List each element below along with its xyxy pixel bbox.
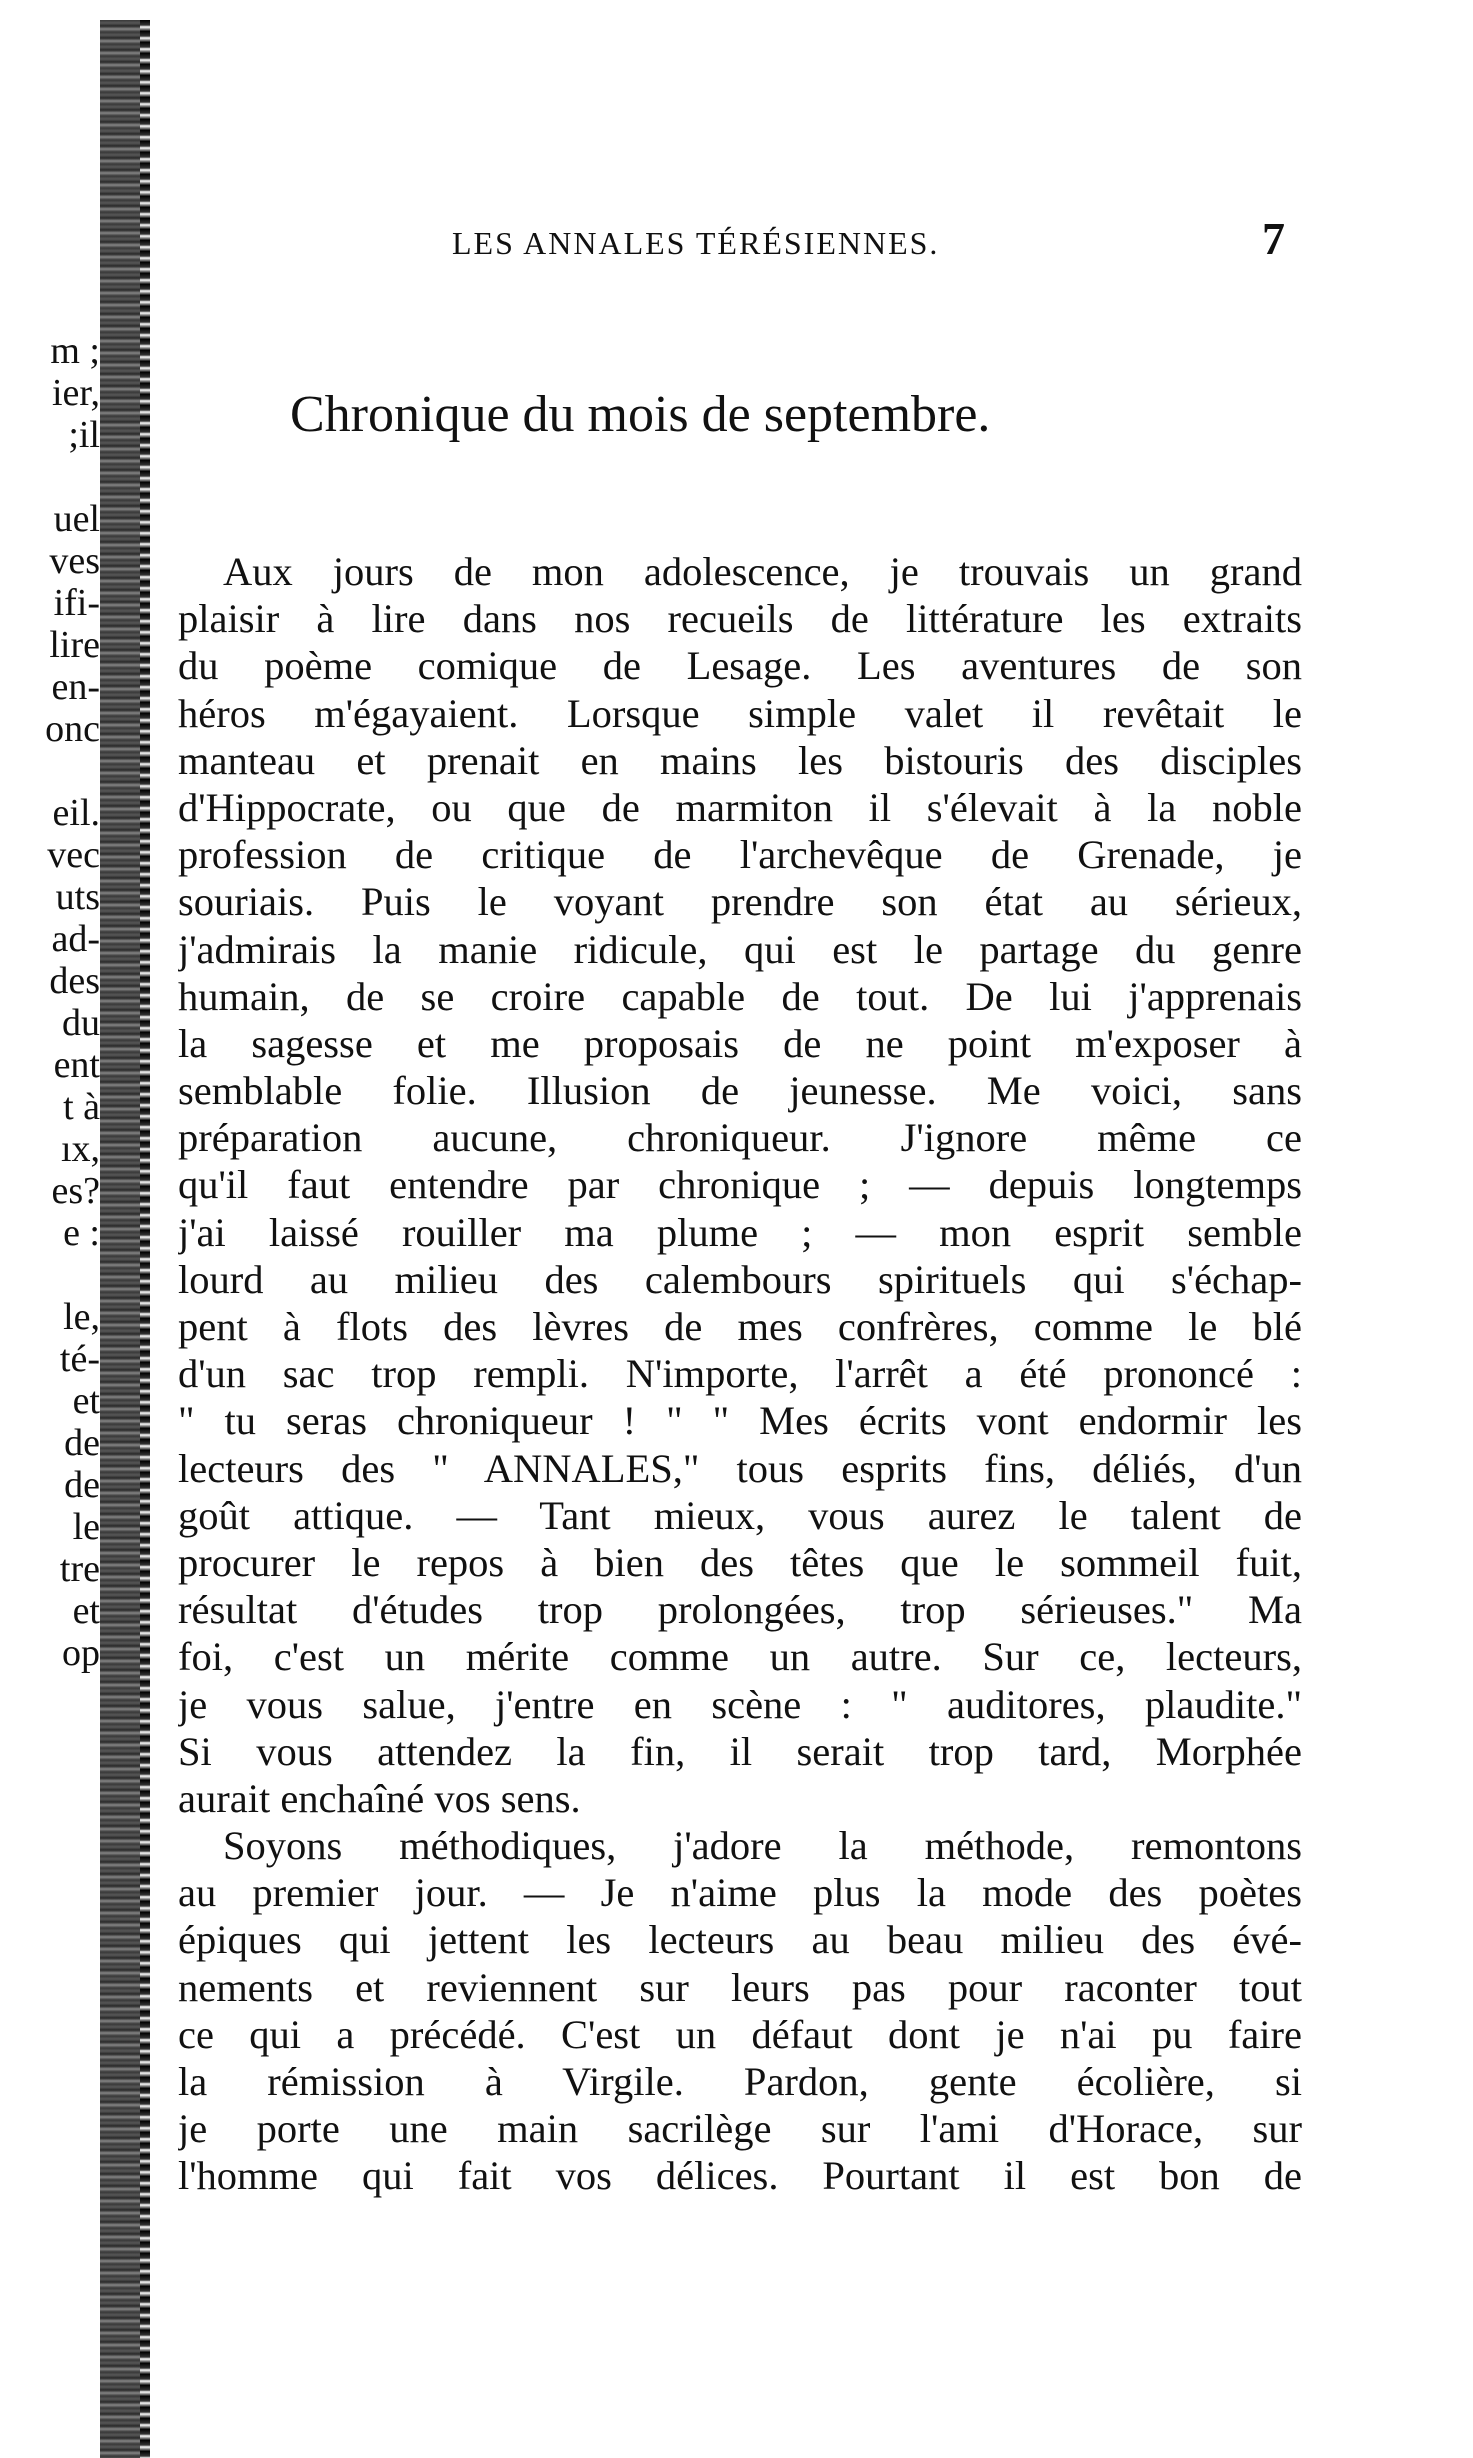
text-line: plaisir à lire dans nos recueils de littérature les extraits (178, 596, 1302, 642)
fragment-line: onc (45, 708, 100, 750)
fragment-line: en- (51, 666, 100, 708)
running-head: LES ANNALES TÉRÉSIENNES. (452, 225, 940, 261)
fragment-line: le (72, 1506, 100, 1548)
text-line: j'admirais la manie ridicule, qui est le partage du genre (178, 926, 1302, 972)
body-text (178, 548, 1302, 2200)
fragment-line: et (72, 1590, 100, 1632)
text-line: humain, de se croire capable de tout. De lui j'apprenais (178, 973, 1302, 1019)
text-line: semblable folie. Illusion de jeunesse. Me voici, sans (178, 1068, 1302, 1114)
text-line: Aux jours de mon adolescence, je trouvais un grand (223, 549, 1302, 594)
fragment-line: ıx, (60, 1128, 100, 1170)
text-line: l'homme qui fait vos délices. Pourtant il est bon de (178, 2153, 1302, 2199)
fragment-line: ier, (51, 372, 100, 414)
fragment-line: té- (59, 1338, 100, 1380)
fragment-line: lire (49, 624, 100, 666)
text-line: aurait enchaîné vos sens. (178, 1775, 581, 1821)
fragment-line: vec (47, 834, 100, 876)
fragment-line: de (64, 1422, 100, 1464)
text-line: ce qui a précédé. C'est un défaut dont je n'ai pu faire (178, 2011, 1302, 2057)
fragment-line: t à (63, 1086, 100, 1128)
fragment-line: ent (53, 1044, 100, 1086)
text-line: résultat d'études trop prolongées, trop sérieuses." Ma (178, 1587, 1302, 1633)
text-line: d'un sac trop rempli. N'importe, l'arrêt a été prononcé : (178, 1351, 1302, 1397)
fragment-line: ;il (68, 414, 100, 456)
text-line: goût attique. — Tant mieux, vous aurez le talent de (178, 1492, 1302, 1538)
text-line: Si vous attendez la fin, il serait trop tard, Morphée (178, 1728, 1302, 1774)
text-line: je porte une main sacrilège sur l'ami d'Horace, sur (178, 2106, 1302, 2152)
fragment-line (0, 1254, 100, 1296)
fragment-line (0, 750, 100, 792)
page-edge (140, 20, 150, 2458)
text-line: j'ai laissé rouiller ma plume ; — mon esprit semble (178, 1209, 1302, 1255)
text-line: " tu seras chroniqueur ! " " Mes écrits vont endormir les (178, 1398, 1302, 1444)
fragment-line (0, 456, 100, 498)
paragraph (178, 1822, 1302, 2200)
text-line: d'Hippocrate, ou que de marmiton il s'élevait à la noble (178, 784, 1302, 830)
text-line: foi, c'est un mérite comme un autre. Sur ce, lecteurs, (178, 1634, 1302, 1680)
fragment-line: eil. (52, 792, 100, 834)
text-line: procurer le repos à bien des têtes que le sommeil fuit, (178, 1539, 1302, 1585)
text-line: profession de critique de l'archevêque de Grenade, je (178, 832, 1302, 878)
text-line: au premier jour. — Je n'aime plus la mode des poètes (178, 1870, 1302, 1916)
text-line: qu'il faut entendre par chronique ; — depuis longtemps (178, 1162, 1302, 1208)
fragment-line: es? (51, 1170, 100, 1212)
fragment-line: des (49, 960, 100, 1002)
text-line: pent à flots des lèvres de mes confrères, comme le blé (178, 1304, 1302, 1349)
paragraph (178, 548, 1302, 1822)
text-line: du poème comique de Lesage. Les aventures de son (178, 643, 1302, 689)
text-line: épiques qui jettent les lecteurs au beau milieu des évé- (178, 1917, 1302, 1963)
text-line: préparation aucune, chroniqueur. J'ignore même ce (178, 1115, 1302, 1161)
fragment-line: uts (55, 876, 100, 918)
text-line: lourd au milieu des calembours spirituels qui s'échap- (178, 1256, 1302, 1302)
text-line: souriais. Puis le voyant prendre son état au sérieux, (178, 879, 1302, 925)
fragment-line: de (64, 1464, 100, 1506)
text-line: nements et reviennent sur leurs pas pour raconter tout (178, 1964, 1302, 2010)
fragment-line: uel (53, 498, 100, 540)
fragment-line: m ; (50, 330, 100, 372)
fragment-line: ifi- (53, 582, 100, 624)
fragment-line: du (62, 1002, 100, 1044)
text-line: Soyons méthodiques, j'adore la méthode, remontons (223, 1823, 1302, 1869)
previous-page-fragment (0, 330, 100, 1674)
text-line: la sagesse et me proposais de ne point m'exposer à (178, 1020, 1302, 1066)
page-number: 7 (1262, 213, 1285, 264)
chapter-title: Chronique du mois de septembre. (290, 386, 991, 443)
text-line: la rémission à Virgile. Pardon, gente écolière, si (178, 2059, 1302, 2104)
text-line: manteau et prenait en mains les bistouris des disciples (178, 737, 1302, 783)
text-line: lecteurs des " ANNALES," tous esprits fins, déliés, d'un (178, 1445, 1302, 1491)
text-line: héros m'égayaient. Lorsque simple valet il revêtait le (178, 690, 1302, 736)
fragment-line: ad- (51, 918, 100, 960)
fragment-line: tre (59, 1548, 100, 1590)
text-line: je vous salue, j'entre en scène : " auditores, plaudite." (178, 1681, 1302, 1727)
fragment-line: op (62, 1632, 100, 1674)
fragment-line: le, (63, 1296, 100, 1338)
fragment-line: et (72, 1380, 100, 1422)
fragment-line: e : (63, 1212, 100, 1254)
fragment-line: ves (49, 540, 100, 582)
